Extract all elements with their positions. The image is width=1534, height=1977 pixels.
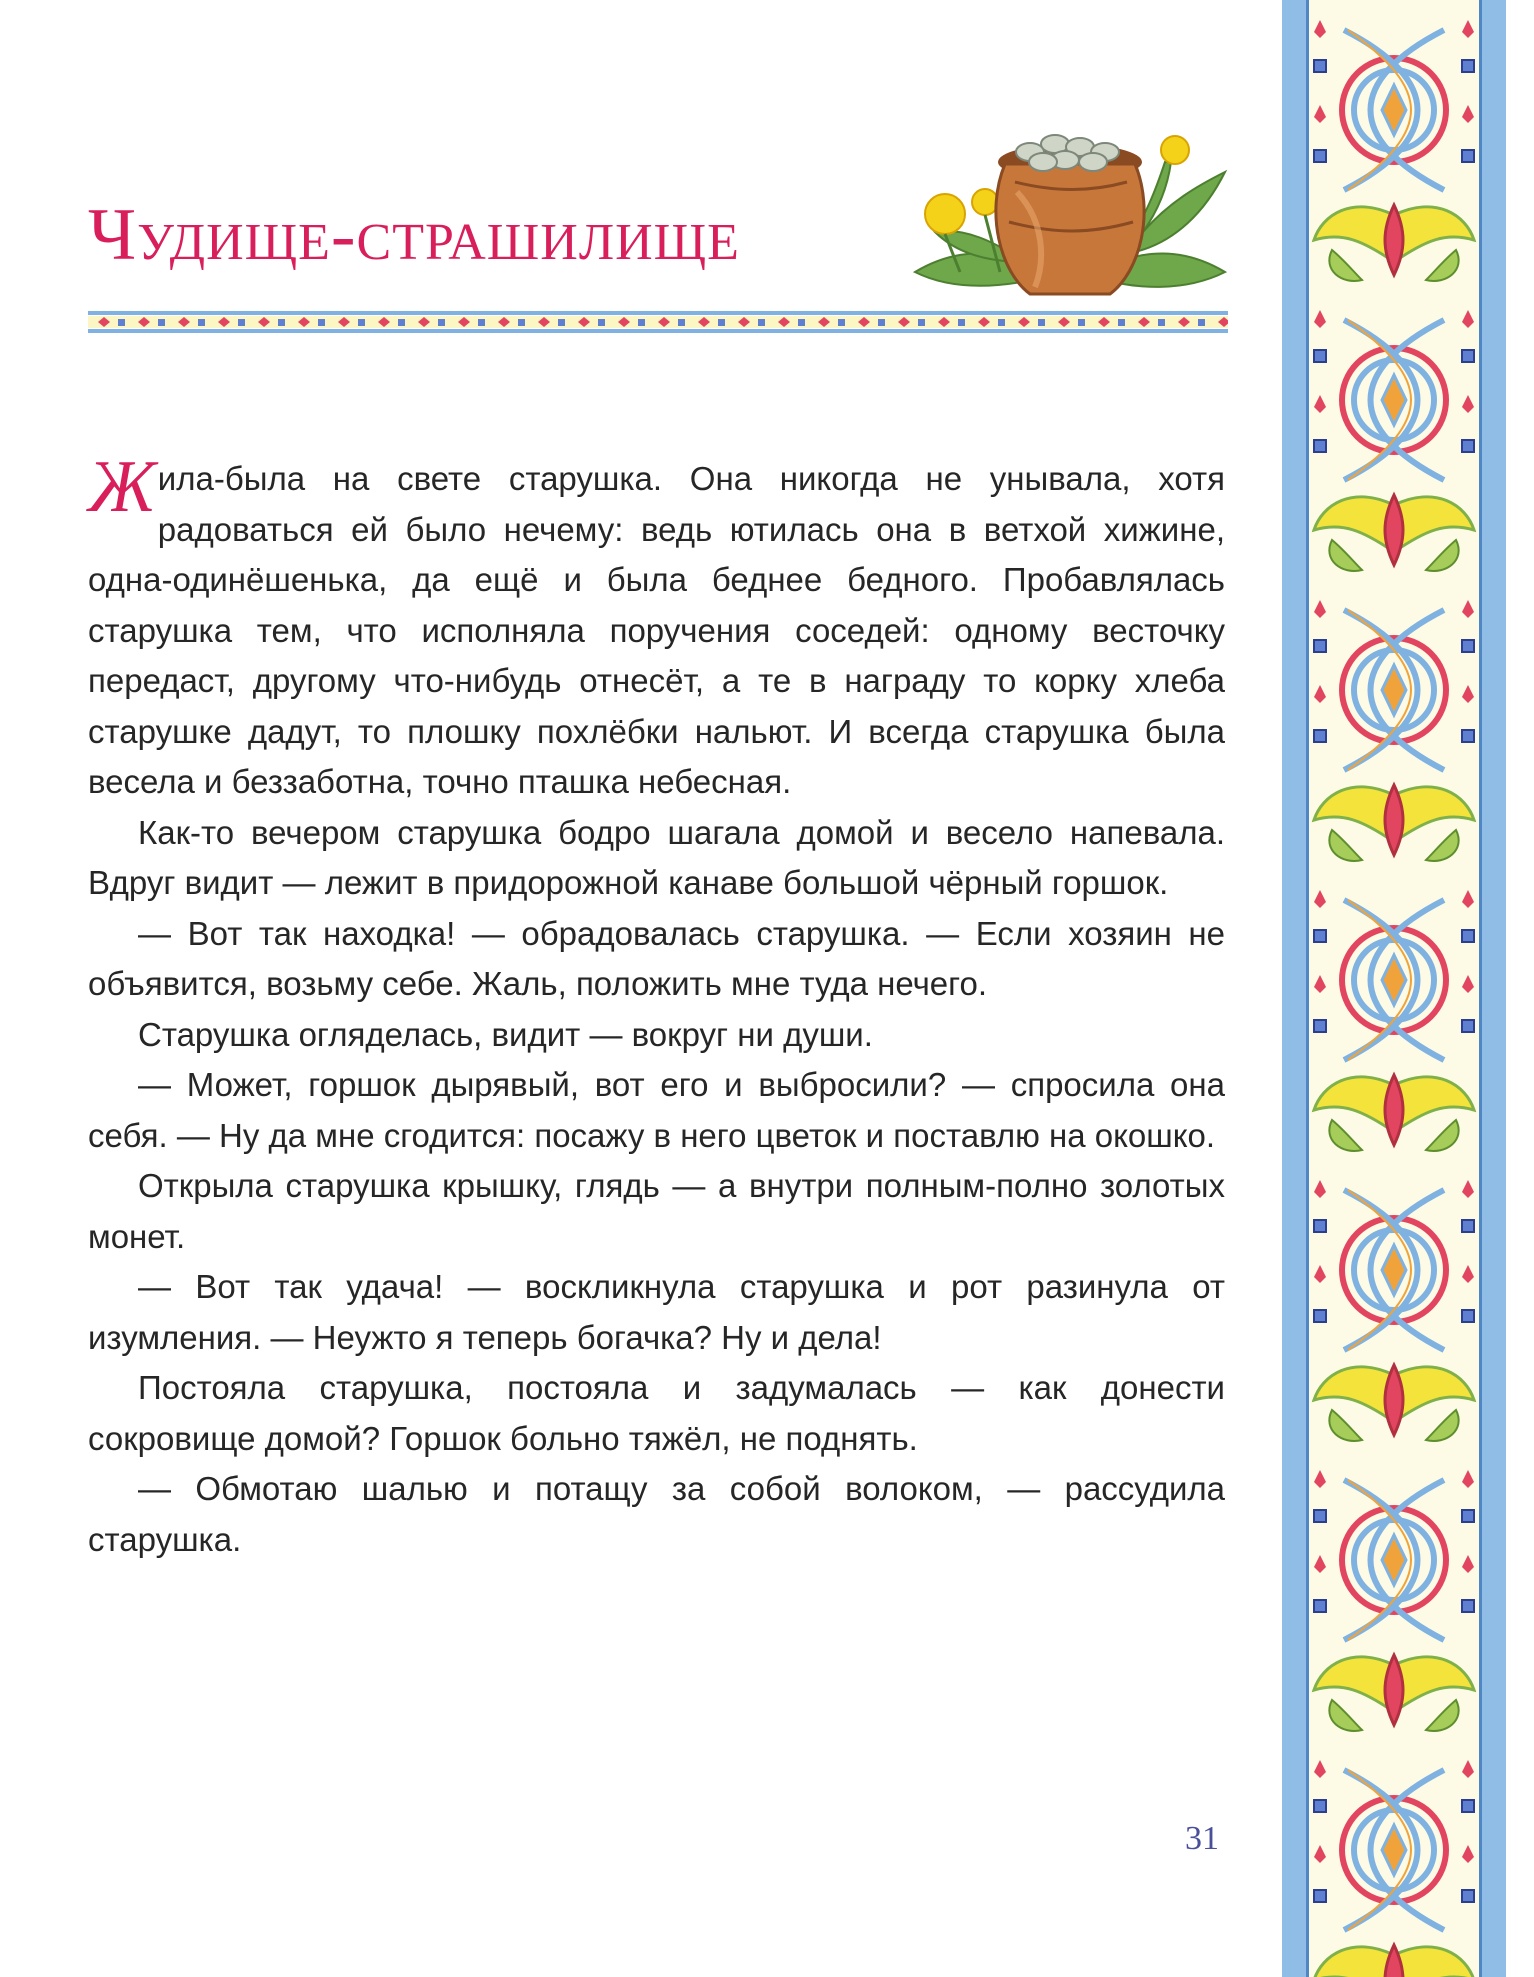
band-ornament — [518, 319, 525, 326]
band-ornament — [678, 319, 685, 326]
paragraph: Как-то вечером старушка бодро шагала домой и весело напевала. Вдруг видит — лежит в придорожной канаве большой чёрный горшок. — [88, 813, 1225, 901]
band-ornament — [718, 319, 725, 326]
band-ornament — [438, 319, 445, 326]
band-ornament — [958, 319, 965, 326]
page-number: 31 — [1185, 1820, 1219, 1857]
band-ornament — [918, 319, 925, 326]
paragraph: — Может, горшок дырявый, вот его и выбросили? — спросила она себя. — Ну да мне сгодится: посажу в него цветок и поставлю на окошко. — [88, 1066, 1225, 1154]
pot-with-coins-illustration — [905, 122, 1235, 307]
paragraph — [88, 446, 1225, 808]
story-title: Чудище-страшилище — [88, 194, 740, 276]
band-ornament — [1078, 319, 1085, 326]
folk-ornament-border — [1282, 0, 1506, 1977]
paragraph: Старушка огляделась, видит — вокруг ни души. — [138, 1015, 873, 1053]
paragraph: Постояла старушка, постояла и задумалась — как донести сокровище домой? Горшок больно тяжёл, не поднять. — [88, 1369, 1225, 1457]
band-ornament — [238, 319, 245, 326]
band-ornament — [398, 319, 405, 326]
band-ornament — [758, 319, 765, 326]
band-ornament — [798, 319, 805, 326]
band-ornament — [358, 319, 365, 326]
band-ornament — [1038, 319, 1045, 326]
paragraph-text: ила-была на свете старушка. Она никогда не унывала, хотя радоваться ей было нечему: ведь ютилась она в ветхой хижине, одна-одинёшенька, да ещё и была беднее бедного. Пробавлялась старушка тем, что исполняла поручения соседей: одному весточку передаст, другому что-нибудь отнесёт, а те в награду то корку хлеба старушке дадут, то плошку похлёбки нальют. И всегда старушка была весела и беззаботна, точно пташка небесная. — [88, 460, 1225, 800]
band-ornament — [478, 319, 485, 326]
band-ornament — [158, 319, 165, 326]
band-ornament — [1118, 319, 1125, 326]
band-ornament — [998, 319, 1005, 326]
band-ornament — [318, 319, 325, 326]
band-ornament — [878, 319, 885, 326]
band-ornament — [598, 319, 605, 326]
story-text — [88, 446, 1225, 1565]
paragraph: — Обмотаю шалью и потащу за собой волоком, — рассудила старушка. — [88, 1470, 1225, 1558]
title-ornament-band — [88, 310, 1228, 334]
band-ornament — [198, 319, 205, 326]
drop-cap: Ж — [88, 446, 156, 528]
band-ornament — [1158, 319, 1165, 326]
paragraph: — Вот так находка! — обрадовалась старушка. — Если хозяин не объявится, возьму себе. Жаль, положить мне туда нечего. — [88, 914, 1225, 1002]
band-ornament — [638, 319, 645, 326]
paragraph: — Вот так удача! — воскликнула старушка и рот разинула от изумления. — Неужто я теперь богачка? Ну и дела! — [88, 1268, 1225, 1356]
band-ornament — [558, 319, 565, 326]
paragraph: Открыла старушка крышку, глядь — а внутри полным-полно золотых монет. — [88, 1167, 1225, 1255]
band-ornament — [838, 319, 845, 326]
band-ornament — [1198, 319, 1205, 326]
band-ornament — [278, 319, 285, 326]
band-ornament — [118, 319, 125, 326]
